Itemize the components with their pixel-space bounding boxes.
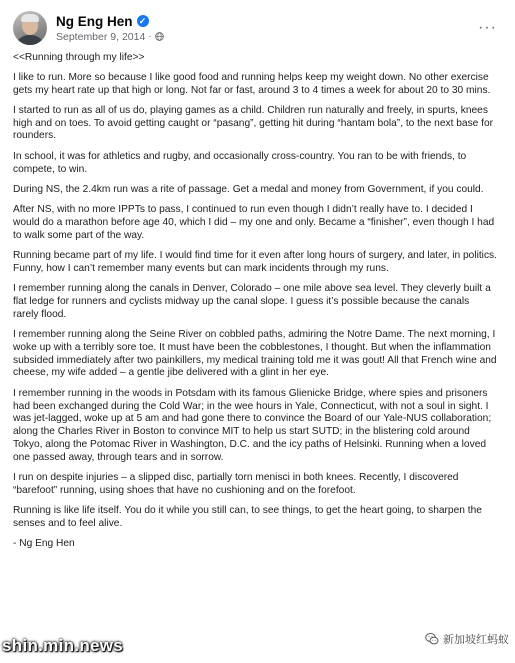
post-body	[13, 52, 497, 551]
date-row	[56, 31, 164, 43]
paragraph: In school, it was for athletics and rugby, and occasionally cross-country. You ran to be with friends, to compete, to win.	[13, 150, 467, 175]
name-row	[56, 14, 164, 29]
paragraph: I remember running along the Seine River on cobbled paths, admiring the Notre Dame. The next morning, I woke up with a terribly sore toe. It must have been the cobblestones, I thought. But when the inflammation subsided immediately after two painkillers, my medical training told me it was gout! All that French wine and cheese, my wife added – a gentle jibe delivered with a glint in her eye.	[13, 329, 497, 379]
watermark-right-label: 新加坡红蚂蚁	[443, 634, 509, 646]
paragraph: I started to run as all of us do, playing games as a child. Children run naturally and freely, in spurts, knees high and on toes. To avoid getting caught or “pasang”, getting hit during “hantam bola”, to the next base for rounders.	[13, 104, 494, 142]
author-name[interactable]: Ng Eng Hen	[56, 13, 133, 29]
post-signature: - Ng Eng Hen	[13, 538, 75, 550]
globe-icon	[155, 32, 164, 41]
avatar-shoulders	[15, 35, 45, 45]
wechat-icon	[425, 632, 439, 646]
paragraph: After NS, with no more IPPTs to pass, I continued to run even though I didn’t really have to. I decided I would do a marathon before age 40, which I did – my one and only. Became a “finisher”, even though I had to walk some part of the way.	[13, 204, 495, 241]
paragraph: Running became part of my life. I would find time for it even after long hours of surgery, and later, in politics. Funny, how I can’t remember many events but can mark incidents through my runs.	[13, 250, 497, 274]
avatar[interactable]	[13, 11, 47, 45]
paragraph: During NS, the 2.4km run was a rite of passage. Get a medal and money from Government, if you could.	[13, 183, 484, 195]
post-meta	[56, 14, 164, 43]
paragraph: I remember running along the canals in Denver, Colorado – one mile above sea level. They cleverly built a flat ledge for runners and cyclists midway up the canal slope. I guess it’s possible because the canals rarely flood.	[13, 283, 491, 320]
more-options-icon[interactable]: ···	[478, 19, 497, 36]
paragraph: I run on despite injuries – a slipped disc, partially torn menisci in both knees. Recently, I discovered “barefoot” running, using shoes that have no cushioning and on the forefoot.	[13, 472, 459, 496]
meta-separator: ·	[148, 31, 152, 42]
verified-badge-icon: ✓	[137, 15, 149, 27]
watermark-left: shin.min.news	[2, 636, 124, 655]
paragraph: I remember running in the woods in Potsdam with its famous Glienicke Bridge, where spies and prisoners had been exchanged during the Cold War; in the wee hours in Yale, Connecticut, with not a soul in sight. I was jet-lagged, woke up at 5 am and had gone there to convince the Board of our Yale-NUS collaboration; along the Charles River in Boston to convince MIT to help us start SUTD; in the blistering cold around Tokyo, along the Potomac River in Washington, D.C. and the icy paths of Helsinki. Running when a loved one passed away, through tears and in sorrow.	[13, 387, 492, 463]
post-date[interactable]: September 9, 2014	[56, 30, 146, 43]
paragraph: I like to run. More so because I like good food and running helps keep my weight down. No other exercise gets my heart rate up that high or long. Not far or fast, around 3 to 4 times a week for about 20 to 30 mins.	[13, 71, 491, 96]
watermark-right	[425, 631, 509, 647]
post-header	[13, 10, 505, 46]
post-title: <<Running through my life>>	[13, 52, 145, 63]
avatar-hair	[21, 14, 39, 22]
paragraph: Running is like life itself. You do it while you still can, to see things, to get the heart going, to sharpen the senses and to feel alive.	[13, 505, 482, 529]
